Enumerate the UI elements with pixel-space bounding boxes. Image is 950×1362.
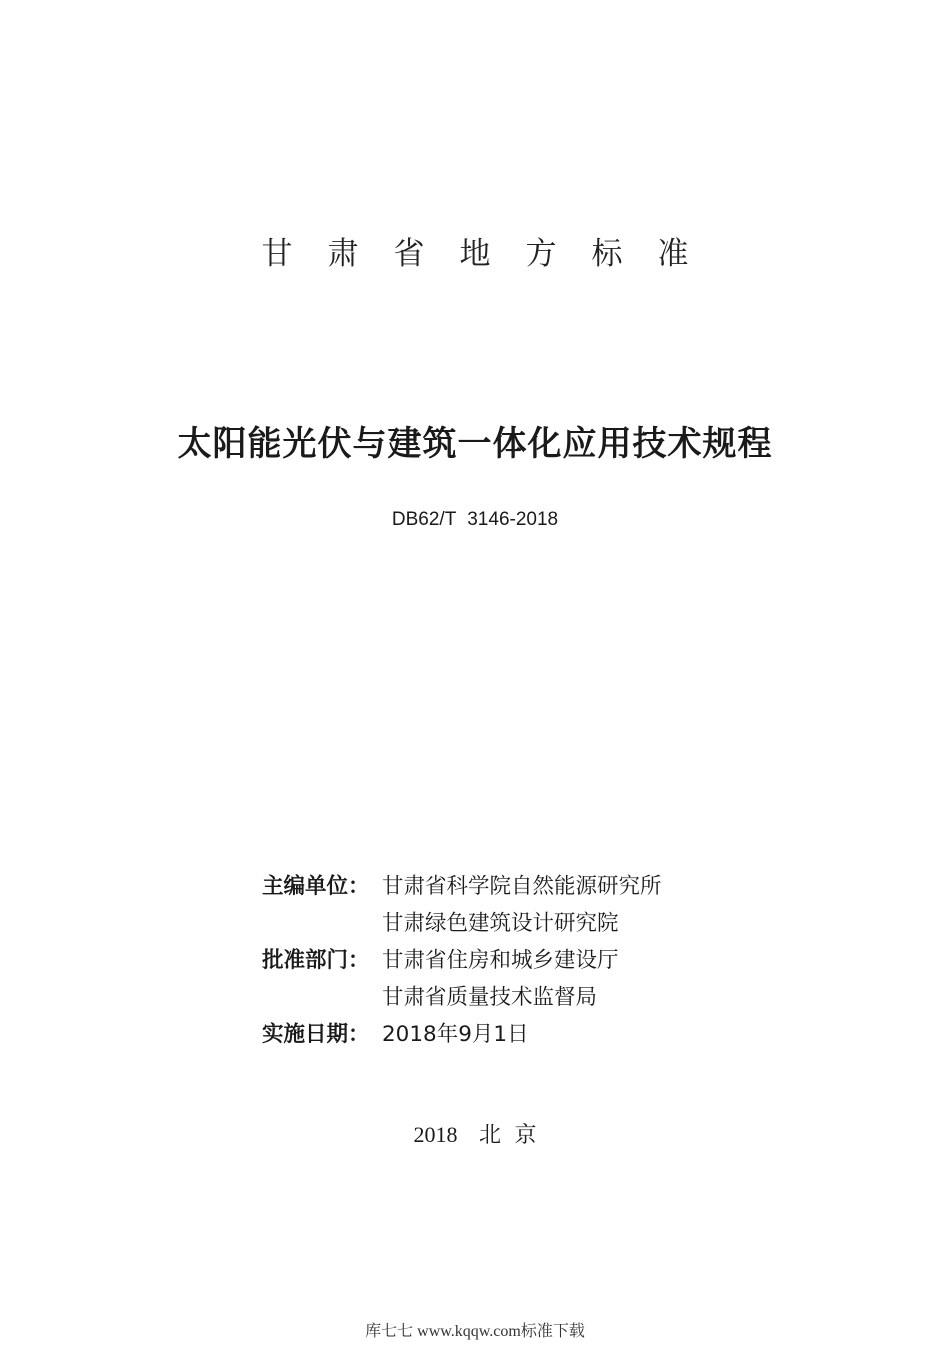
editor-row [262, 868, 662, 905]
editor-label: 主编单位： [262, 874, 370, 899]
approval-row-2 [262, 979, 662, 1016]
approval-label: 批准部门： [262, 948, 370, 973]
standard-code: DB62/T 3146-2018 [391, 509, 559, 530]
editor-1: 甘肃省科学院自然能源研究所 [382, 874, 662, 899]
editor-2: 甘肃绿色建筑设计研究院 [382, 911, 619, 936]
publication-place [0, 1118, 950, 1149]
date-row [262, 1016, 662, 1053]
publication-info [262, 868, 662, 1053]
approval-1: 甘肃省住房和城乡建设厅 [382, 948, 619, 973]
date-label: 实施日期： [262, 1022, 370, 1047]
editor-row-2 [262, 905, 662, 942]
date-value: 2018年9月1日 [382, 1022, 529, 1047]
document-title: 太阳能光伏与建筑一体化应用技术规程 [177, 424, 773, 464]
approval-2: 甘肃省质量技术监督局 [382, 985, 598, 1010]
publication-year: 2018 [413, 1122, 458, 1147]
document-header: 甘肃省地方标准 [261, 236, 724, 272]
approval-row [262, 942, 662, 979]
publication-city: 北 京 [478, 1122, 537, 1147]
download-watermark: 库七七 www.kqqw.com标准下载 [365, 1323, 585, 1340]
